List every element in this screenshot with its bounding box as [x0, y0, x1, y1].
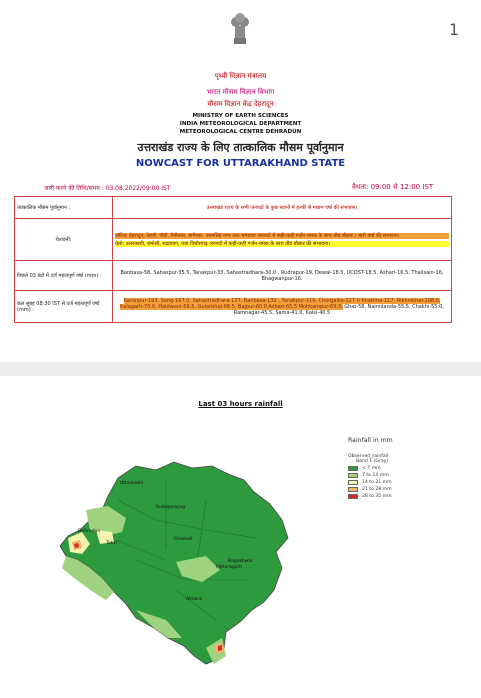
- rain-since-plain: Ghat-58, Nainidanda-55.5, Chakhi-55.0, Ramnagar-45.5, Sama-41.0, Kalsi-40.5: [233, 303, 444, 316]
- table-row: [15, 219, 452, 261]
- ministry-english: MINISTRY OF EARTH SCIENCES: [192, 113, 289, 119]
- national-emblem-icon: [228, 8, 252, 48]
- map-title: Last 03 hours rainfall: [198, 400, 283, 408]
- validity: वैधता: 09:00 से 12:00 IST: [352, 183, 434, 191]
- legend-item: [348, 465, 478, 472]
- issue-datetime: जारी करने की तिथि/समय : 03.08.2022/09:00 IST: [44, 185, 171, 192]
- table-row: [15, 261, 452, 291]
- warning-label: चेतावनी:: [15, 219, 113, 261]
- forecast-table: [14, 196, 452, 323]
- legend-swatch: [348, 494, 358, 499]
- legend-item: [348, 486, 478, 493]
- legend-label: < 7 mm: [362, 466, 381, 471]
- red-region: [218, 645, 222, 651]
- nowcast-label: तात्कालिक मौसम पूर्वानुमान :: [15, 197, 113, 219]
- legend-band: Band 1 (Gray): [356, 459, 389, 464]
- map-place-label: Bageshwar: [228, 559, 253, 564]
- map-legend: [348, 437, 478, 500]
- legend-label: 14 to 21 mm: [362, 480, 392, 485]
- warning-cell: [113, 219, 452, 261]
- legend-item: [348, 493, 478, 500]
- map-place-label: Pithoragarh: [216, 565, 243, 570]
- title-english: NOWCAST FOR UTTARAKHAND STATE: [135, 158, 346, 169]
- orange-warning: ऑरेंज: देहरादून, टिहरी, पौड़ी, नैनीताल, बागेश्वर, उधमसिंह नगर तथा चम्पावत जनपदों में कहीं-कहीं गर्जन-चमक के साथ तीव्र बौछार / भारी वर्षा की संभावना।: [115, 233, 449, 239]
- map-place-label: Almora: [186, 597, 203, 602]
- legend-swatch: [348, 466, 358, 471]
- rainfall-map: [56, 460, 346, 672]
- map-place-label: Uttarkashi: [120, 481, 144, 486]
- legend-subtitle: Observed_rainfall: [348, 454, 389, 459]
- map-place-label: Rudraprayag: [156, 505, 185, 510]
- rain-since-highlight: Karanpur-193, Song-167.0, Sahastradhara-137, Banbasa-132 , Tanakpur-119, Chorgallia-127.0 Khatima-117, Rikhnikhal-108.0, Kalagarh-70.0, Haldwani-69.5, Gularbhoj-68.5, Bajpur-60.0,Ashari-65.5 Mohkampur-69.3,: [120, 297, 441, 310]
- legend-label: 7 to 14 mm: [362, 473, 389, 478]
- centre-hindi: मौसम विज्ञान केंद्र देहरादून: [207, 100, 274, 108]
- legend-swatch: [348, 480, 358, 485]
- rain03-text: Banbasa-58, Sahaspur-35.5, Tanakpur-33, Sahastradhara-30.0 , Rudrapur-19, Dewal-18.5, UCOST-18.5, Ashari-16.5, Thalisain-16, Bhagwanpur-16.: [113, 261, 452, 291]
- rain-since-cell: [113, 291, 452, 323]
- imd-english: INDIA METEOROLOGICAL DEPARTMENT: [179, 121, 302, 127]
- rain-since-label: कल सुबह 08:30 IST से दर्ज महत्वपूर्ण वर्षा (mm) :: [15, 291, 113, 323]
- title-hindi: उत्तराखंड राज्य के लिए तात्कालिक मौसम पूर्वानुमान: [137, 141, 344, 154]
- table-row: [15, 291, 452, 323]
- centre-english: METEOROLOGICAL CENTRE DEHRADUN: [179, 129, 302, 135]
- rain03-label: पिछले 03 घंटो में दर्ज महत्वपूर्ण वर्षा (mm) :: [15, 261, 113, 291]
- table-row: [15, 197, 452, 219]
- map-place-label: Tehri: [106, 541, 117, 546]
- map-place-label: Chamoli: [174, 537, 193, 542]
- map-place-label: Dehradun: [78, 529, 101, 534]
- legend-label: 28 to 35 mm: [362, 494, 392, 499]
- imd-hindi: भारत मौसम विज्ञान विभाग: [206, 88, 275, 96]
- legend-label: 21 to 28 mm: [362, 487, 392, 492]
- legend-swatch: [348, 473, 358, 478]
- legend-item: [348, 472, 478, 479]
- legend-swatch: [348, 487, 358, 492]
- page-number: 1: [448, 20, 459, 39]
- yellow-warning: येलो: उत्तरकाशी, चमोली, रुद्रप्रयाग, तथा पिथौरागढ़ जनपदों में कहीं-कहीं गर्जन-चमक के साथ तीव्र बौछार की संभावना।: [115, 241, 449, 247]
- nowcast-text: उत्तराखंड राज्य के सभी जनपदों के कुछ स्थानों में हल्की से मध्यम वर्षा की संभावना।: [113, 197, 452, 219]
- ministry-hindi: पृथ्वी विज्ञान मंत्रालय: [214, 72, 267, 80]
- legend-item: [348, 479, 478, 486]
- legend-title: Rainfall in mm: [348, 437, 393, 444]
